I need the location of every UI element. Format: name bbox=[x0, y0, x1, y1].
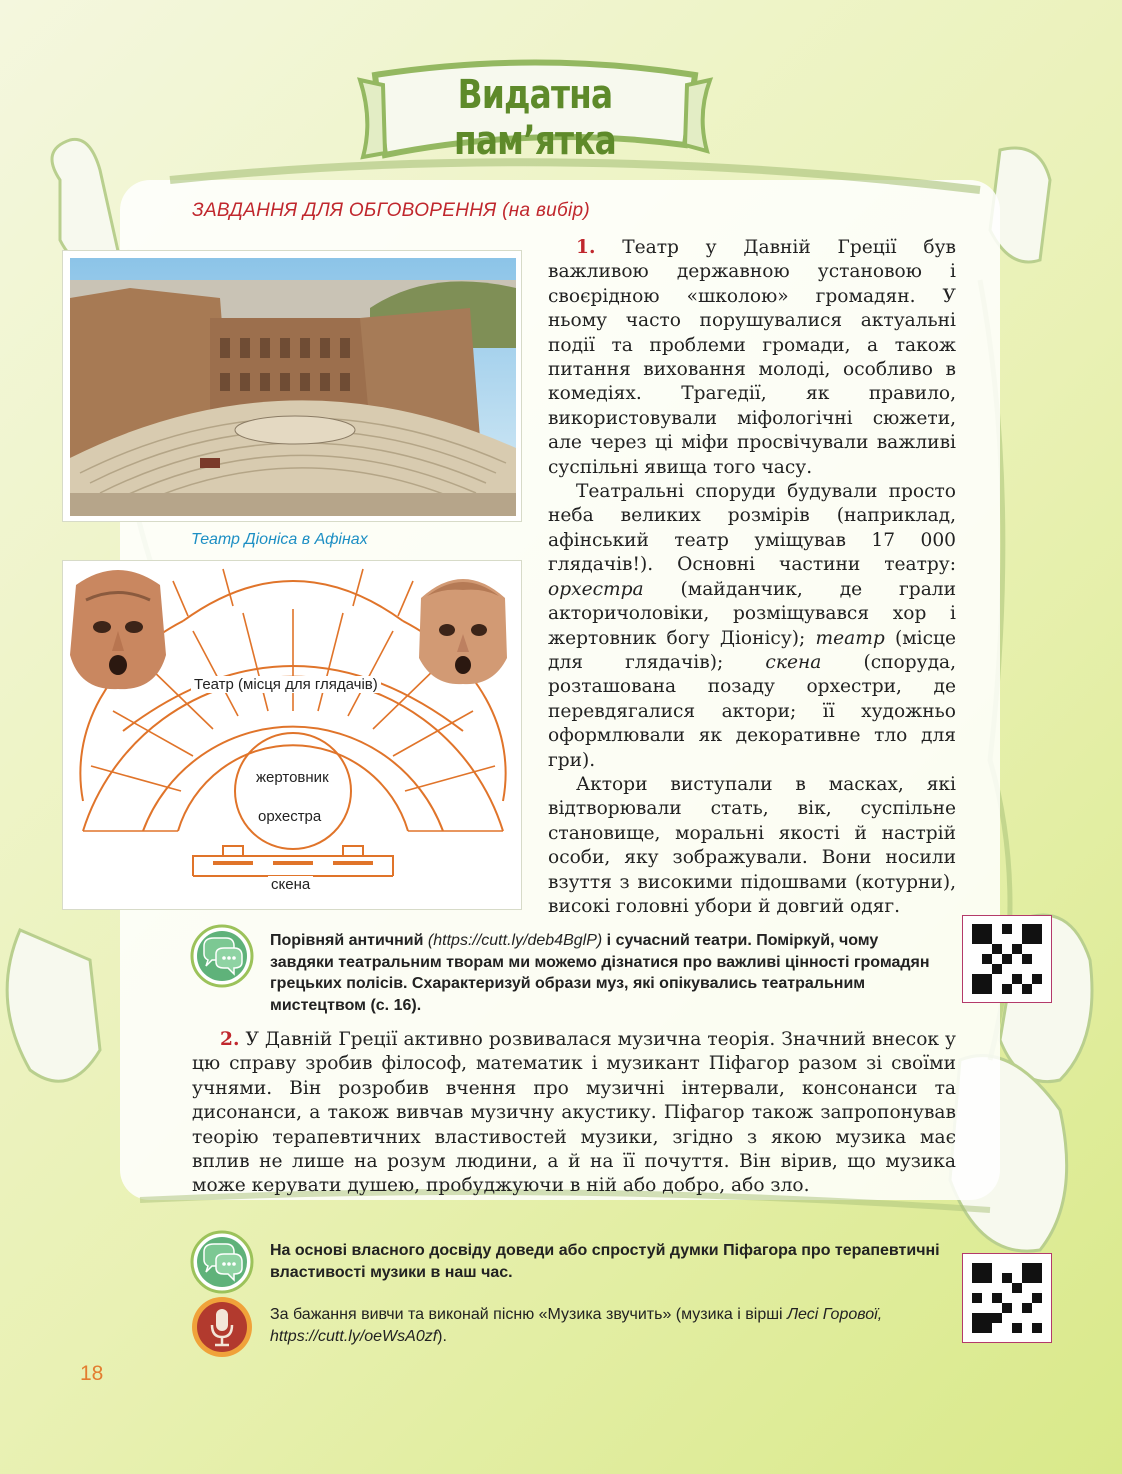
section-2-paragraph bbox=[192, 1028, 956, 1199]
task-3-author: Лесі Горової bbox=[787, 1306, 878, 1323]
section-2-text bbox=[192, 1028, 956, 1199]
section-1-p2b: (майданчик, де грали акторичоловіки, розміщувався хор і жертовник богу Діонісу); bbox=[548, 578, 956, 649]
chat-bubbles-icon bbox=[190, 1230, 254, 1294]
section-1-p2c: (місце для глядачів); bbox=[548, 627, 956, 673]
diagram-altar-label: жертовник bbox=[253, 769, 332, 786]
section-1-paragraph-3: Актори виступали в масках, які відтворювали стать, вік, суспільне становище, моральні якості й настрій особи, яку зображували. Вони носили взуття з високими підошвами (котурни), високі головні убори й довгий одяг. bbox=[548, 773, 956, 917]
task-heading: ЗАВДАННЯ ДЛЯ ОБГОВОРЕННЯ (на вибір) bbox=[192, 200, 591, 221]
task-3-part-c: ). bbox=[437, 1327, 447, 1345]
task-3-sep: , bbox=[877, 1306, 883, 1323]
task-1-part-b: і сучасний театри. Поміркуй, чому завдяки театральним творам ми можемо дізнатися про важливі цінності громадян грецьких полісів. Схарактеризуй образи муз, які опікувались театральним мистецтвом (с. 16). bbox=[270, 932, 930, 1014]
section-2-number: 2. bbox=[220, 1029, 240, 1050]
photo-caption: Театр Діоніса в Афінах bbox=[191, 531, 368, 548]
section-1-text bbox=[548, 236, 956, 919]
task-3-text bbox=[270, 1304, 946, 1347]
qr-code-2[interactable] bbox=[962, 1253, 1052, 1343]
microphone-icon bbox=[190, 1295, 254, 1359]
task-1-part-a: Порівняй античний bbox=[270, 932, 428, 949]
term-theatre: театр bbox=[815, 627, 885, 649]
page-number: 18 bbox=[80, 1362, 104, 1385]
theatre-photo bbox=[70, 258, 516, 516]
qr-code-icon bbox=[972, 1263, 1042, 1333]
section-1-paragraph-2 bbox=[548, 480, 956, 773]
task-1-link[interactable]: (https://cutt.ly/deb4BglP) bbox=[427, 932, 603, 949]
theatre-photo-frame bbox=[62, 250, 522, 522]
section-1-p1-text: Театр у Давній Греції був важливою державною установою і своєрідною «школою» громадян. У ньому часто порушувалися актуальні події та проблеми громади, а також питання виховання молоді, особливо в комедіях. Трагедії, як правило, використовували міфологічні сюжети, але через ці міфи просвічували важливі суспільні явища того часу. bbox=[548, 237, 956, 478]
section-1-p2a: Театральні споруди будували просто неба великих розмірів (наприклад, афінський театр уміщував 17 000 глядачів!). Основні частини театру: bbox=[548, 481, 956, 576]
task-2-body: На основі власного досвіду доведи або спростуй думки Піфагора про терапевтичні властивості музики в наш час. bbox=[270, 1242, 940, 1281]
tragic-mask-image bbox=[66, 565, 170, 691]
task-3-part-a: За бажання вивчи та виконай пісню «Музика звучить» (музика і вірші bbox=[270, 1306, 788, 1323]
section-1-p2d: (споруда, розташована позаду орхестри, де перевдягалися актори; її художньо оформлювали як декоративне тло для гри). bbox=[548, 651, 957, 771]
term-orchestra: орхестра bbox=[548, 578, 644, 600]
task-1-text bbox=[270, 930, 946, 1016]
diagram-skene-label: скена bbox=[268, 876, 313, 893]
section-1-number: 1. bbox=[576, 237, 596, 258]
qr-code-1[interactable] bbox=[962, 915, 1052, 1003]
diagram-orchestra-label: орхестра bbox=[255, 808, 324, 825]
diagram-theatre-label: Театр (місця для глядачів) bbox=[191, 676, 381, 693]
term-skene: скена bbox=[765, 651, 822, 673]
page-title: Видатна пам’ятка bbox=[454, 72, 616, 164]
task-2-text bbox=[270, 1240, 946, 1283]
chat-bubbles-icon bbox=[190, 924, 254, 988]
qr-code-icon bbox=[972, 924, 1042, 994]
comic-mask-image bbox=[413, 568, 513, 686]
task-3-link[interactable]: https://cutt.ly/oeWsA0zf bbox=[270, 1327, 438, 1345]
section-2-body: У Давній Греції активно розвивалася музична теорія. Значний внесок у цю справу зробив філософ, математик і музикант Піфагор разом зі своїми учнями. Він розробив вчення про музичні інтервали, консонанси та дисонанси, а також вивчав музичну акустику. Піфагор також запропонував теорію терапевтичних властивостей музики, згідно з якою музика має вплив не лише на розум людини, а й на її почуття. Він вірив, що музика може керувати душею, пробуджуючи в ній або добро, або зло. bbox=[192, 1029, 956, 1197]
section-1-paragraph-1 bbox=[548, 236, 956, 480]
